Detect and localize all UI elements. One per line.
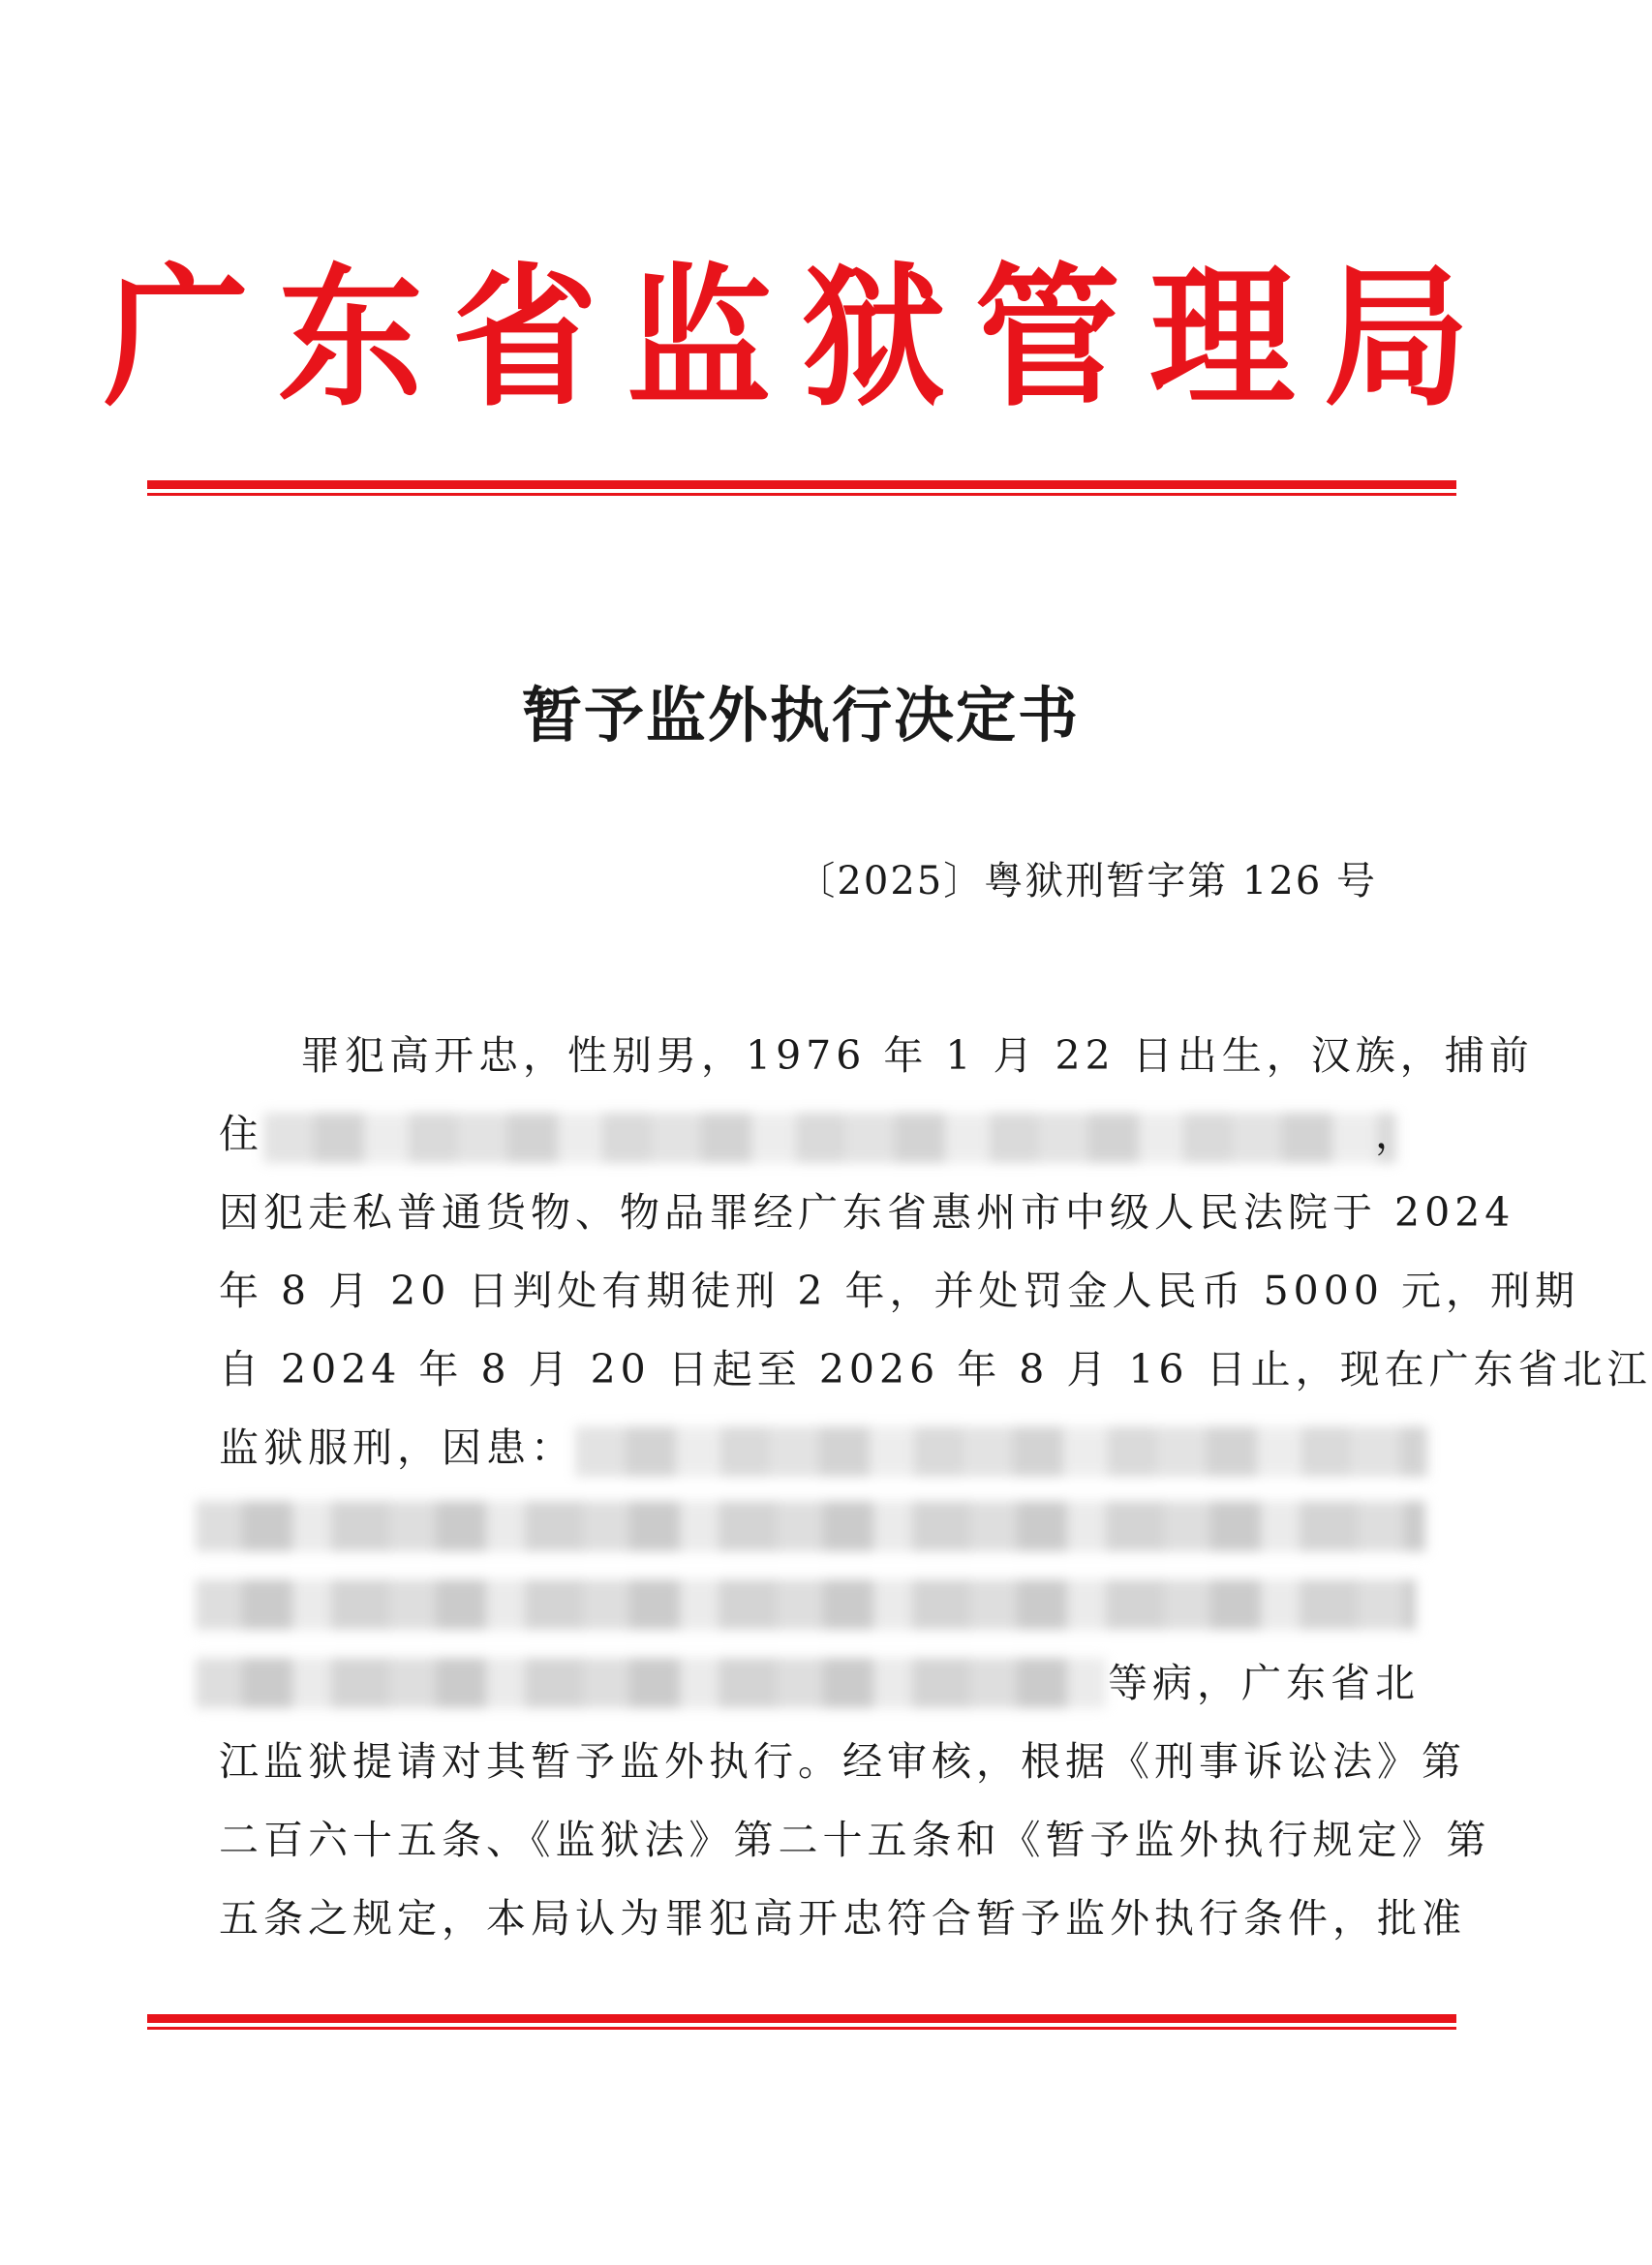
redacted-diagnosis-2 (196, 1501, 1425, 1551)
body-line-12: 五条之规定，本局认为罪犯高开忠符合暂予监外执行条件，批准 (219, 1895, 1466, 1942)
body-line-11: 二百六十五条、《监狱法》第二十五条和《暂予监外执行规定》第 (219, 1817, 1491, 1863)
document-number: 〔2025〕粤狱刑暂字第 126 号 (796, 859, 1377, 903)
redacted-diagnosis-3 (196, 1579, 1416, 1630)
body-line-2-suffix: ， (1375, 1111, 1420, 1157)
letterhead-red-rule-top (147, 480, 1456, 496)
document-title: 暂予监外执行决定书 (521, 680, 1080, 750)
body-line-8-redacted (219, 1566, 1420, 1644)
body-line-5: 自 2024 年 8 月 20 日起至 2026 年 8 月 16 日止，现在广东省北江 (219, 1346, 1652, 1393)
redacted-diagnosis (575, 1426, 1427, 1477)
redacted-diagnosis-4 (196, 1658, 1106, 1708)
body-line-2-prefix: 住 (219, 1111, 263, 1157)
redacted-address (263, 1113, 1396, 1163)
body-line-2 (219, 1095, 1420, 1174)
body-line-9-suffix: 等病，广东省北 (1108, 1660, 1420, 1706)
body-line-3: 因犯走私普通货物、物品罪经广东省惠州市中级人民法院于 2024 (219, 1189, 1515, 1236)
body-line-6-prefix: 监狱服刑，因患： (219, 1424, 575, 1471)
body-line-6 (219, 1409, 1420, 1487)
body-line-1: 罪犯高开忠，性别男，1976 年 1 月 22 日出生，汉族，捕前 (300, 1032, 1534, 1079)
body-line-7-redacted (219, 1487, 1420, 1566)
document-body (219, 1017, 1652, 1958)
body-line-10: 江监狱提请对其暂予监外执行。经审核，根据《刑事诉讼法》第 (219, 1738, 1466, 1785)
body-line-9 (219, 1644, 1420, 1723)
letterhead-org-name: 广东省监狱管理局 (103, 250, 1498, 428)
letterhead-red-rule-bottom (147, 2014, 1456, 2030)
body-line-4: 年 8 月 20 日判处有期徒刑 2 年，并处罚金人民币 5000 元，刑期 (219, 1268, 1579, 1314)
